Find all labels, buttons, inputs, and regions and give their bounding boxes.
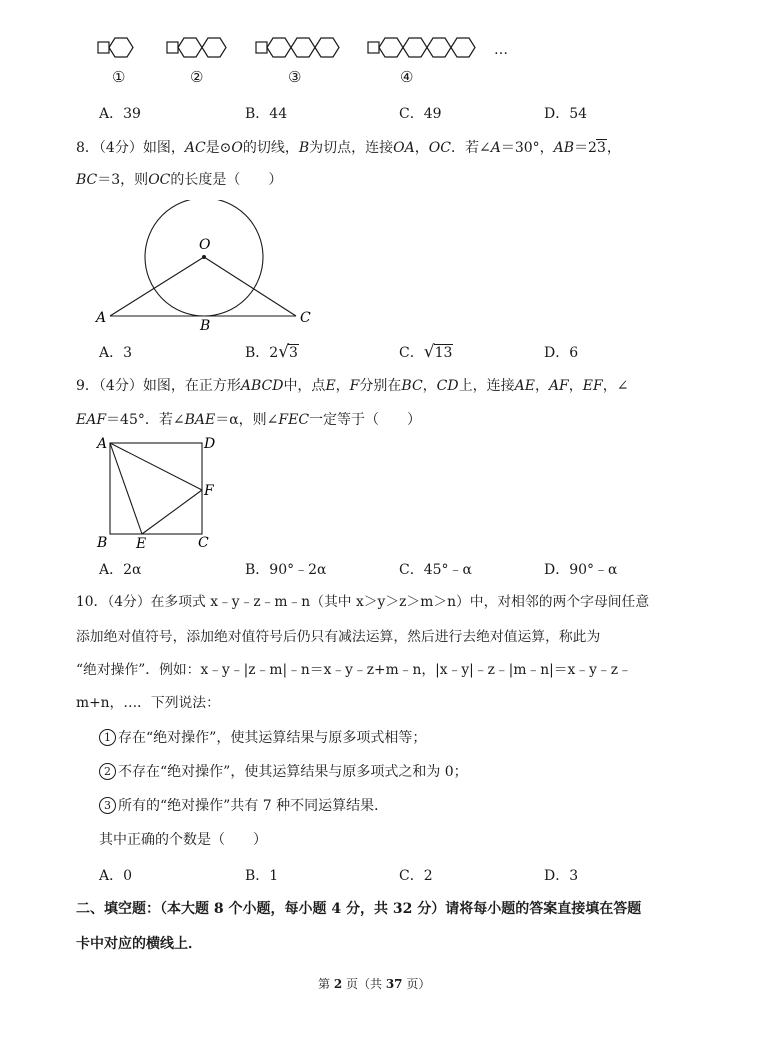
circled-number-2: 2 — [99, 763, 116, 780]
segment-ef — [142, 490, 202, 534]
q9-square-diagram — [92, 434, 222, 552]
q10-option-a: A．0 — [99, 868, 133, 884]
q10-statement-1: 1 存在“绝对操作”，使其运算结果与原多项式相等； — [99, 728, 426, 748]
q10-option-c: C．2 — [399, 868, 433, 884]
label-b: B — [200, 318, 211, 334]
figure-label-4: ④ — [400, 68, 414, 86]
figure-label-3: ③ — [288, 68, 302, 86]
segment-oa — [110, 257, 204, 316]
pattern-figure-1 — [98, 38, 133, 57]
label-b: B — [97, 535, 108, 551]
pattern-figure-3 — [256, 38, 339, 57]
pattern-figure-4 — [368, 38, 475, 57]
q8-option-b: B．2√3 — [245, 342, 298, 362]
q7-option-b: B．44 — [245, 106, 288, 122]
label-e: E — [136, 536, 147, 552]
figure-label-1: ① — [112, 68, 126, 86]
q8-circle-tangent-diagram — [90, 200, 330, 340]
section-2-heading-line-2: 卡中对应的横线上． — [76, 936, 202, 952]
q9-option-a: A．2α — [99, 562, 142, 578]
circled-number-3: 3 — [99, 797, 116, 814]
figure-label-2: ② — [190, 68, 204, 86]
label-c: C — [198, 535, 209, 551]
q10-option-d: D．3 — [544, 868, 579, 884]
q10-stem-line-4: m+n，…．下列说法： — [76, 695, 220, 711]
label-c: C — [300, 310, 311, 326]
q10-ask: 其中正确的个数是（ ） — [99, 832, 267, 848]
label-a: A — [96, 310, 107, 326]
page-footer: 第 2 页（共 37 页） — [318, 977, 431, 991]
label-d: D — [204, 436, 216, 452]
circled-number-1: 1 — [99, 729, 116, 746]
q10-statement-3: 3 所有的“绝对操作”共有 7 种不同运算结果． — [99, 796, 388, 816]
label-f: F — [204, 483, 214, 499]
q7-option-a: A．39 — [99, 106, 141, 122]
q10-statement-2: 2 不存在“绝对操作”，使其运算结果与原多项式之和为 0； — [99, 762, 468, 782]
q8-option-c: C．√13 — [399, 342, 453, 362]
q8-stem-line-1: 8．（4分）如图，AC是⊙O的切线，B为切点，连接OA，OC．若∠A＝30°，AB＝23， — [76, 140, 621, 156]
q10-stem-line-1: 10．（4分）在多项式 x﹣y﹣z﹣m﹣n（其中 x＞y＞z＞m＞n）中，对相邻的两个字母间任意 — [76, 594, 650, 610]
q9-option-d: D．90°﹣α — [544, 562, 618, 578]
pattern-ellipsis: … — [494, 42, 508, 58]
q10-stem-line-2: 添加绝对值符号，添加绝对值符号后仍只有减法运算，然后进行去绝对值运算，称此为 — [76, 629, 601, 645]
q8-stem-line-2: BC＝3，则OC的长度是（ ） — [76, 172, 283, 188]
center-point-o — [202, 255, 206, 259]
q10-option-b: B．1 — [245, 868, 279, 884]
section-2-heading-line-1: 二、填空题：（本大题 8 个小题，每小题 4 分，共 32 分）请将每小题的答案直接填在答题 — [76, 901, 642, 917]
square-abcd — [110, 443, 202, 534]
label-a: A — [97, 436, 108, 452]
label-o: O — [199, 237, 211, 253]
q9-stem-line-1: 9．（4分）如图，在正方形ABCD中，点E，F分别在BC，CD上，连接AE，AF，EF，∠ — [76, 378, 629, 394]
q9-option-c: C．45°﹣α — [399, 562, 472, 578]
q7-pattern-figures — [90, 32, 520, 92]
pattern-figure-2 — [167, 38, 226, 57]
q7-option-d: D．54 — [544, 106, 588, 122]
segment-oc — [204, 257, 296, 316]
q8-option-d: D．6 — [544, 345, 579, 361]
q8-option-a: A．3 — [99, 345, 133, 361]
q9-stem-line-2: EAF＝45°．若∠BAE＝α，则∠FEC一定等于（ ） — [76, 412, 422, 428]
q7-option-c: C．49 — [399, 106, 442, 122]
q10-stem-line-3: “绝对操作”．例如：x﹣y﹣|z﹣m|﹣n＝x﹣y﹣z+m﹣n，|x﹣y|﹣z﹣|m﹣n|＝x﹣y﹣z﹣ — [76, 662, 632, 678]
q9-option-b: B．90°﹣2α — [245, 562, 327, 578]
